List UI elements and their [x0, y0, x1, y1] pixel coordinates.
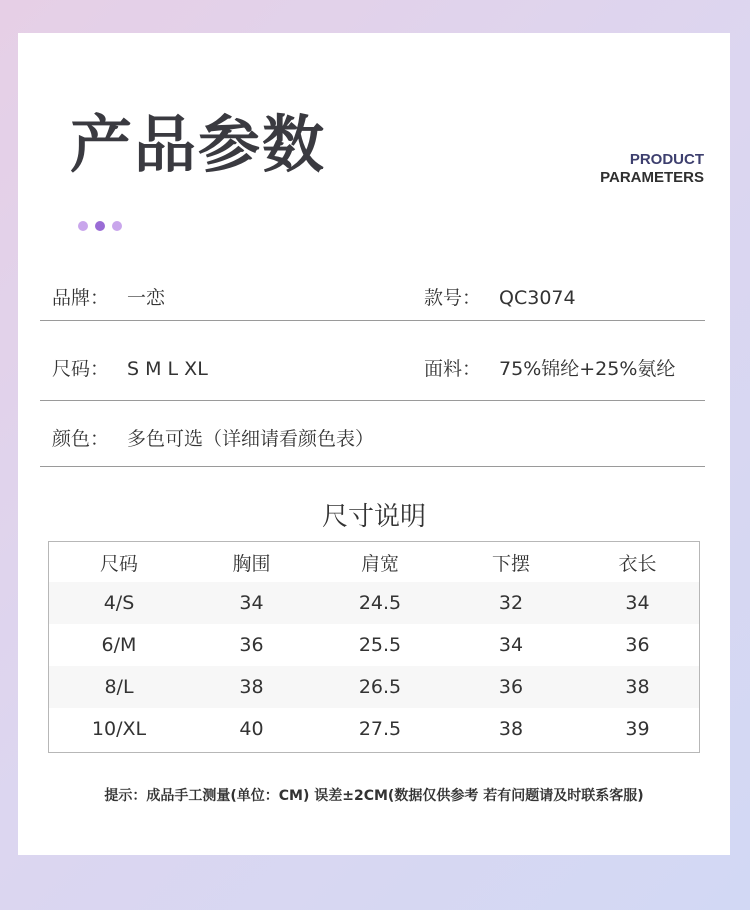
table-cell: 39	[625, 718, 650, 740]
table-cell: 34	[239, 592, 264, 614]
table-row	[49, 582, 699, 624]
model-field	[424, 283, 576, 310]
color-value: 多色可选（详细请看颜色表）	[127, 428, 375, 450]
table-cell: 32	[498, 592, 524, 614]
english-title-line2: PARAMETERS	[600, 169, 704, 186]
table-header-cell: 胸围	[232, 552, 271, 575]
info-row-size-fabric	[40, 321, 705, 401]
fabric-label: 面料：	[424, 358, 482, 380]
model-value: QC3074	[499, 287, 576, 309]
dot-icon	[78, 221, 88, 231]
color-label: 颜色：	[52, 428, 110, 450]
table-cell: 34	[625, 592, 650, 614]
table-cell: 24.5	[358, 592, 402, 614]
table-header-cell: 尺码	[99, 552, 138, 575]
table-cell: 26.5	[358, 676, 402, 698]
table-cell: 38	[239, 676, 264, 698]
english-title	[600, 151, 704, 187]
table-cell: 36	[625, 634, 650, 656]
brand-value: 一恋	[127, 287, 166, 309]
table-row	[49, 708, 699, 750]
table-header-row	[49, 542, 699, 582]
size-chart-title: 尺寸说明	[321, 502, 426, 532]
size-table	[48, 541, 700, 753]
page-title: 产品参数	[70, 108, 327, 181]
table-cell: 40	[239, 718, 264, 740]
info-row-brand-model	[40, 265, 705, 321]
english-title-line1: PRODUCT	[629, 151, 704, 168]
table-row	[49, 624, 699, 666]
color-field	[52, 424, 374, 451]
table-cell: 10/XL	[91, 718, 147, 740]
table-cell: 8/L	[104, 676, 134, 698]
product-parameters-card	[18, 33, 730, 855]
table-cell: 36	[498, 676, 524, 698]
fabric-field	[424, 354, 675, 381]
decorative-dots	[78, 221, 122, 231]
dot-icon	[112, 221, 122, 231]
table-cell: 34	[498, 634, 524, 656]
brand-label: 品牌：	[52, 287, 110, 309]
brand-field	[52, 283, 165, 310]
size-field	[52, 354, 208, 381]
table-cell: 25.5	[358, 634, 402, 656]
table-header-cell: 肩宽	[360, 552, 399, 575]
table-cell: 38	[498, 718, 524, 740]
size-value: S M L XL	[127, 358, 208, 380]
table-cell: 36	[239, 634, 264, 656]
table-header-cell: 衣长	[618, 552, 657, 575]
info-row-color	[40, 401, 705, 467]
measurement-note: 提示：成品手工测量(单位：CM) 误差±2CM(数据仅供参考 若有问题请及时联系客服)	[104, 788, 644, 804]
table-cell: 4/S	[103, 592, 135, 614]
model-label: 款号：	[424, 287, 482, 309]
fabric-value: 75%锦纶+25%氨纶	[499, 358, 676, 380]
table-cell: 6/M	[101, 634, 137, 656]
table-cell: 27.5	[358, 718, 402, 740]
table-row	[49, 666, 699, 708]
table-cell: 38	[625, 676, 650, 698]
size-label: 尺码：	[52, 358, 110, 380]
table-header-cell: 下摆	[491, 552, 530, 575]
dot-icon	[95, 221, 105, 231]
